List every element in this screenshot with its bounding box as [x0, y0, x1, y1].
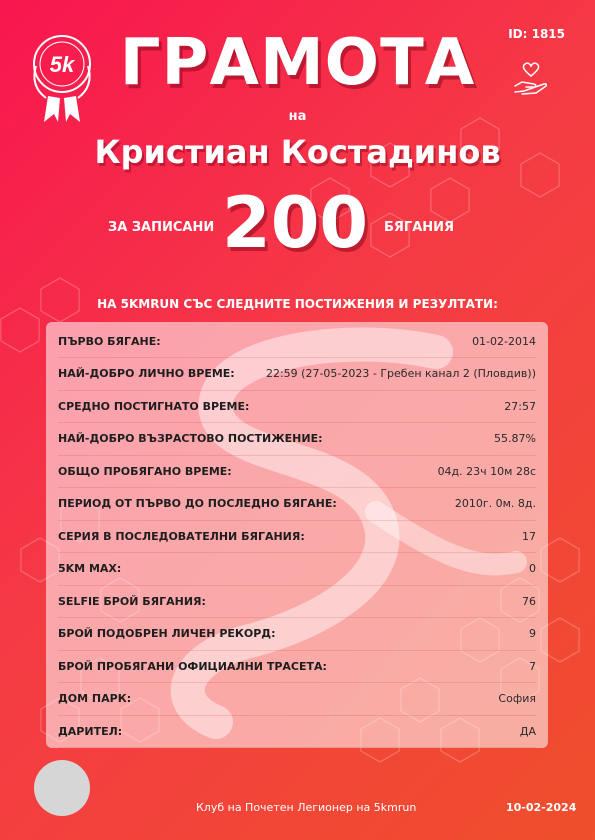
- runs-suffix: БЯГАНИЯ: [384, 220, 455, 235]
- stat-label: ОБЩО ПРОБЯГАНО ВРЕМЕ:: [58, 464, 232, 478]
- certificate-id: ID: 1815: [508, 27, 565, 41]
- stat-row: [58, 488, 536, 521]
- stat-value: 01-02-2014: [472, 334, 536, 348]
- stat-value: 17: [522, 529, 536, 543]
- na-label: на: [288, 109, 307, 124]
- runs-prefix: ЗА ЗАПИСАНИ: [108, 220, 215, 235]
- stat-value: 22:59 (27-05-2023 - Гребен канал 2 (Пловдив)): [265, 367, 536, 380]
- runs-count: 200: [222, 182, 369, 264]
- stat-value: 7: [529, 659, 536, 673]
- seal-placeholder: [34, 760, 90, 816]
- stat-row: [58, 358, 536, 391]
- hexagon-shape: [1, 308, 39, 352]
- hexagon-shape: [431, 178, 469, 222]
- stat-row: [58, 390, 536, 423]
- stat-label: БРОЙ ПРОБЯГАНИ ОФИЦИАЛНИ ТРАСЕТА:: [58, 659, 327, 673]
- svg-text:5k: 5k: [49, 52, 75, 77]
- stat-value: ДА: [519, 724, 536, 738]
- stat-row: [58, 455, 536, 488]
- stat-label: СЕРИЯ В ПОСЛЕДОВАТЕЛНИ БЯГАНИЯ:: [58, 529, 305, 543]
- stat-row: [58, 618, 536, 651]
- stat-label: БРОЙ ПОДОБРЕН ЛИЧЕН РЕКОРД:: [58, 627, 276, 640]
- stat-label: ДОМ ПАРК:: [58, 692, 132, 705]
- club-footer-text: Клуб на Почетен Легионер на 5kmrun: [196, 801, 417, 814]
- heart-hand-icon: [512, 62, 550, 96]
- stats-panel: [46, 322, 548, 748]
- recipient-name: Кристиан Костадинов: [94, 133, 501, 171]
- stat-label: SELFIE БРОЙ БЯГАНИЯ:: [58, 594, 206, 608]
- stat-value: 27:57: [504, 399, 536, 413]
- stat-label: ПЪРВО БЯГАНЕ:: [58, 334, 161, 348]
- stat-row: [58, 650, 536, 683]
- stat-value: 9: [529, 627, 536, 640]
- achievements-subtitle: НА 5KMRUN СЪС СЛЕДНИТЕ ПОСТИЖЕНИЯ И РЕЗУЛТАТИ:: [97, 297, 498, 311]
- stat-row: [58, 423, 536, 456]
- stat-value: 0: [529, 562, 536, 575]
- stat-row: [58, 715, 536, 748]
- stat-value: 76: [522, 594, 536, 608]
- stat-row: [58, 683, 536, 716]
- certificate-title: ГРАМОТА: [119, 26, 476, 100]
- stat-label: НАЙ-ДОБРО ЛИЧНО ВРЕМЕ:: [58, 367, 235, 380]
- stat-row: [58, 325, 536, 358]
- stat-label: ПЕРИОД ОТ ПЪРВО ДО ПОСЛЕДНО БЯГАНЕ:: [58, 497, 337, 510]
- stat-row: [58, 520, 536, 553]
- issue-date: 10-02-2024: [506, 801, 577, 814]
- stat-label: ДАРИТЕЛ:: [58, 724, 123, 738]
- stat-label: СРЕДНО ПОСТИГНАТО ВРЕМЕ:: [58, 399, 250, 413]
- stat-value: София: [498, 692, 536, 705]
- stat-row: [58, 553, 536, 586]
- stat-value: 55.87%: [494, 432, 536, 445]
- stat-label: 5KM MAX:: [58, 562, 122, 575]
- stat-value: 2010г. 0м. 8д.: [454, 497, 536, 510]
- stat-row: [58, 585, 536, 618]
- stat-label: НАЙ-ДОБРО ВЪЗРАСТОВО ПОСТИЖЕНИЕ:: [58, 432, 323, 445]
- stat-value: 04д. 23ч 10м 28с: [437, 464, 536, 478]
